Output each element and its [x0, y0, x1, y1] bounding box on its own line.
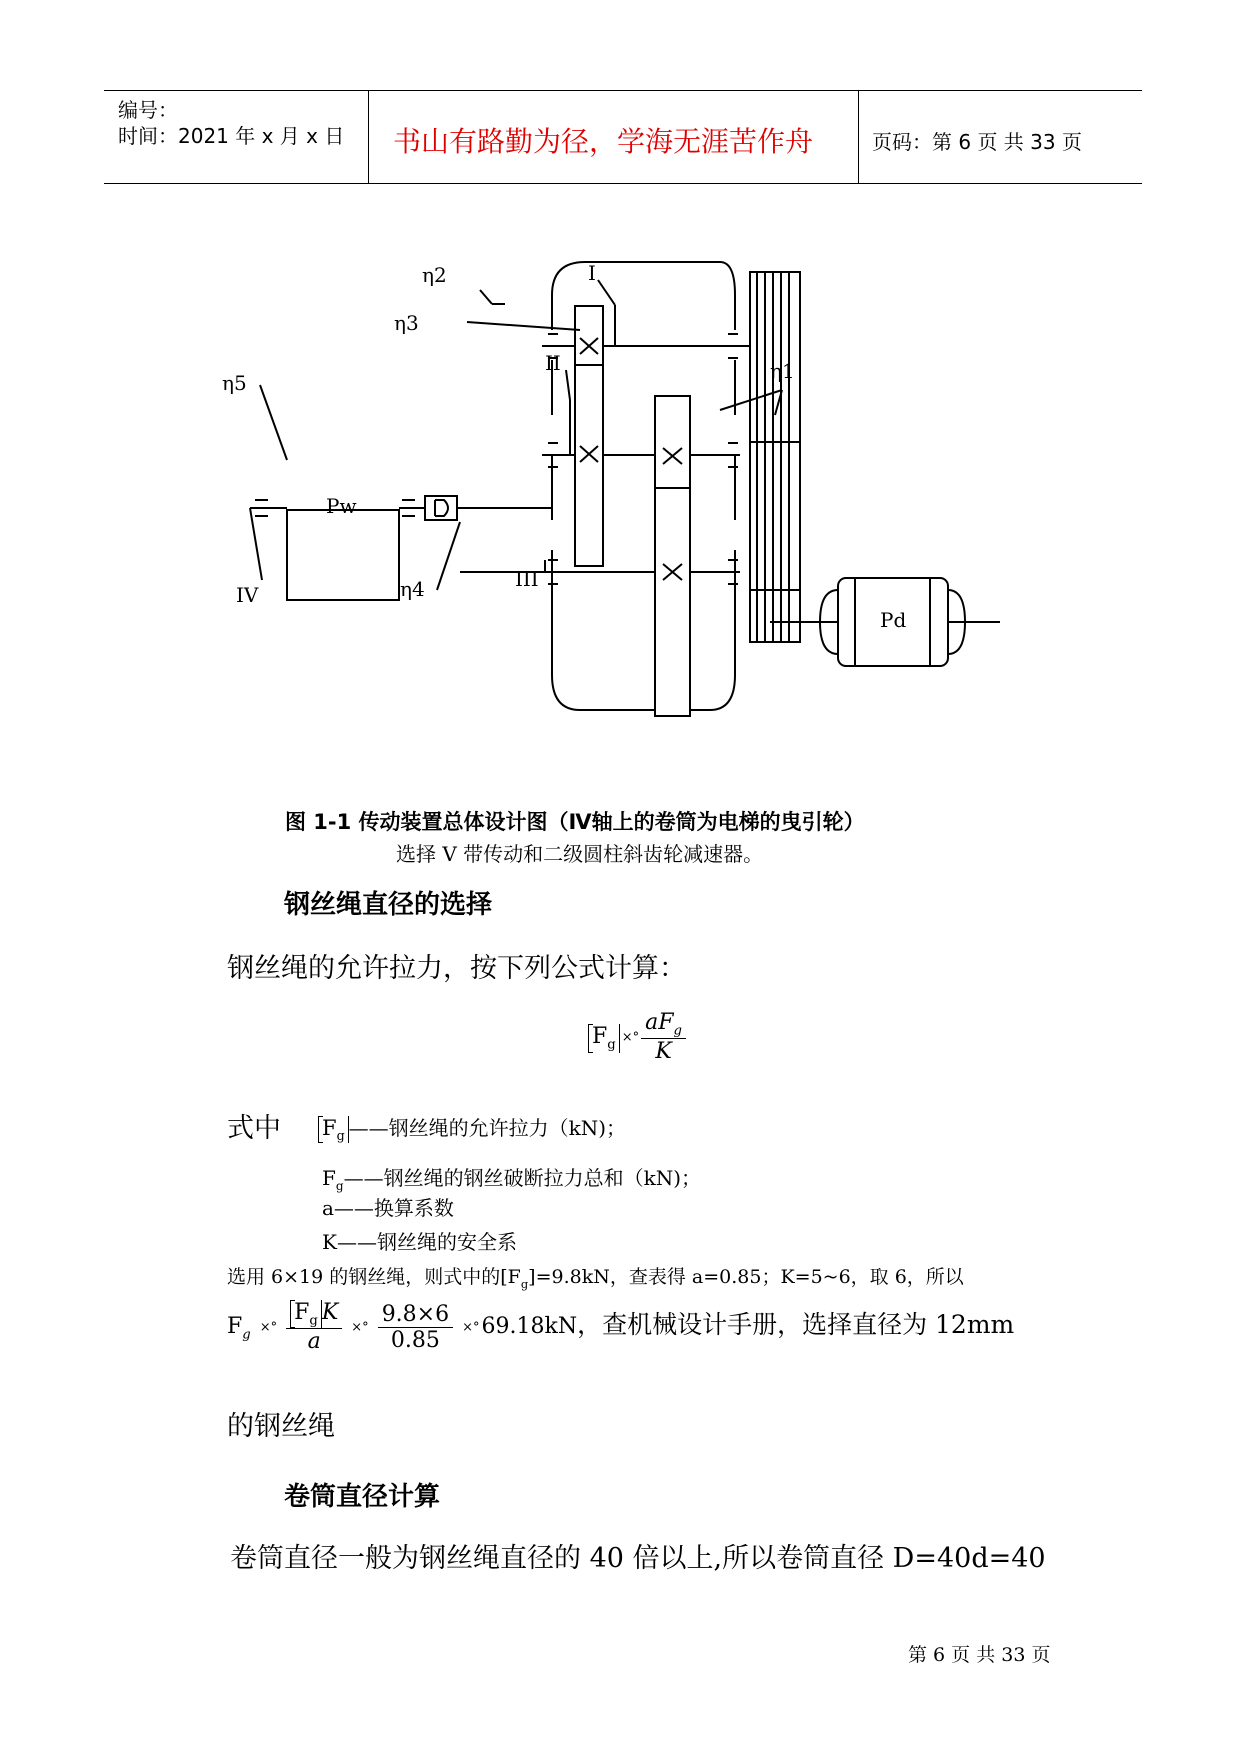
header-divider-right — [858, 90, 859, 183]
section1-para1: 钢丝绳的允许拉力，按下列公式计算： — [227, 953, 686, 984]
formula-calculation: $F_g$ ×° $\frac{F_g K}{a}$ ×° $\frac{9.8\times 6}{0.85}$ ×°69.18kN，查机械设计手册，选择直径为 12mm — [227, 1300, 1015, 1355]
label-shaft3: III — [515, 567, 539, 591]
gear-2 — [655, 396, 690, 716]
label-pd: Pd — [880, 608, 907, 632]
header-date-label: 时间：2021 年 x 月 x 日 — [118, 124, 345, 148]
section2-para1: 卷筒直径一般为钢丝绳直径的 40 倍以上,所以卷筒直径 D=40d=40 — [230, 1543, 1046, 1574]
formula-lhs: $F_g$ — [588, 1024, 620, 1052]
def-1: $F_g$ ——钢丝绳的允许拉力（kN)； — [318, 1112, 626, 1143]
label-pw: Pw — [326, 494, 357, 518]
formula-fraction: $\frac{aF_g}{K}$ — [641, 1010, 686, 1064]
section2-title: 卷筒直径计算 — [284, 1482, 441, 1512]
label-shaft1: I — [588, 261, 596, 285]
def-2: $F_g——$钢丝绳的钢丝破断拉力总和（kN)； — [322, 1166, 701, 1193]
label-eta5: η5 — [222, 371, 247, 395]
figure-caption: 图 1-1 传动装置总体设计图（Ⅳ轴上的卷筒为电梯的曳引轮） — [285, 810, 865, 834]
drum-pw — [287, 510, 399, 600]
footer-page-number: 第 6 页 共 33 页 — [908, 1644, 1051, 1666]
section1-cont: 的钢丝绳 — [227, 1411, 335, 1442]
def-3: a——换算系数 — [322, 1196, 454, 1220]
transmission-diagram — [222, 250, 1050, 730]
v-belt — [750, 272, 800, 642]
label-eta3: η3 — [394, 311, 419, 335]
label-eta4: η4 — [400, 577, 425, 601]
header-page-label: 页码：第 6 页 共 33 页 — [872, 130, 1082, 154]
label-eta2: η2 — [422, 263, 447, 287]
label-eta1: η1 — [770, 359, 795, 383]
where-label: 式中 — [227, 1113, 281, 1144]
header-top-rule — [104, 90, 1142, 91]
header-number-label: 编号： — [118, 98, 178, 122]
header-bottom-rule — [104, 183, 1142, 184]
def-4: K——钢丝绳的安全系 — [322, 1230, 517, 1254]
label-shaft4: IV — [236, 583, 259, 607]
formula-allowable-tension: $F_g\times^\circ$ $\frac{aF_g}{K}$ — [588, 1010, 686, 1064]
section1-title: 钢丝绳直径的选择 — [284, 890, 493, 920]
header-motto: 书山有路勤为径，学海无涯苦作舟 — [393, 125, 814, 158]
select-text: 选用 6×19 的钢丝绳，则式中的$[F_g]=9.8kN$，查表得 a=0.85；K=5~6，取 6，所以 — [227, 1266, 964, 1291]
header-divider-left — [368, 90, 369, 183]
intro-text: 选择 V 带传动和二级圆柱斜齿轮减速器。 — [396, 842, 764, 866]
label-shaft2: II — [545, 351, 561, 375]
